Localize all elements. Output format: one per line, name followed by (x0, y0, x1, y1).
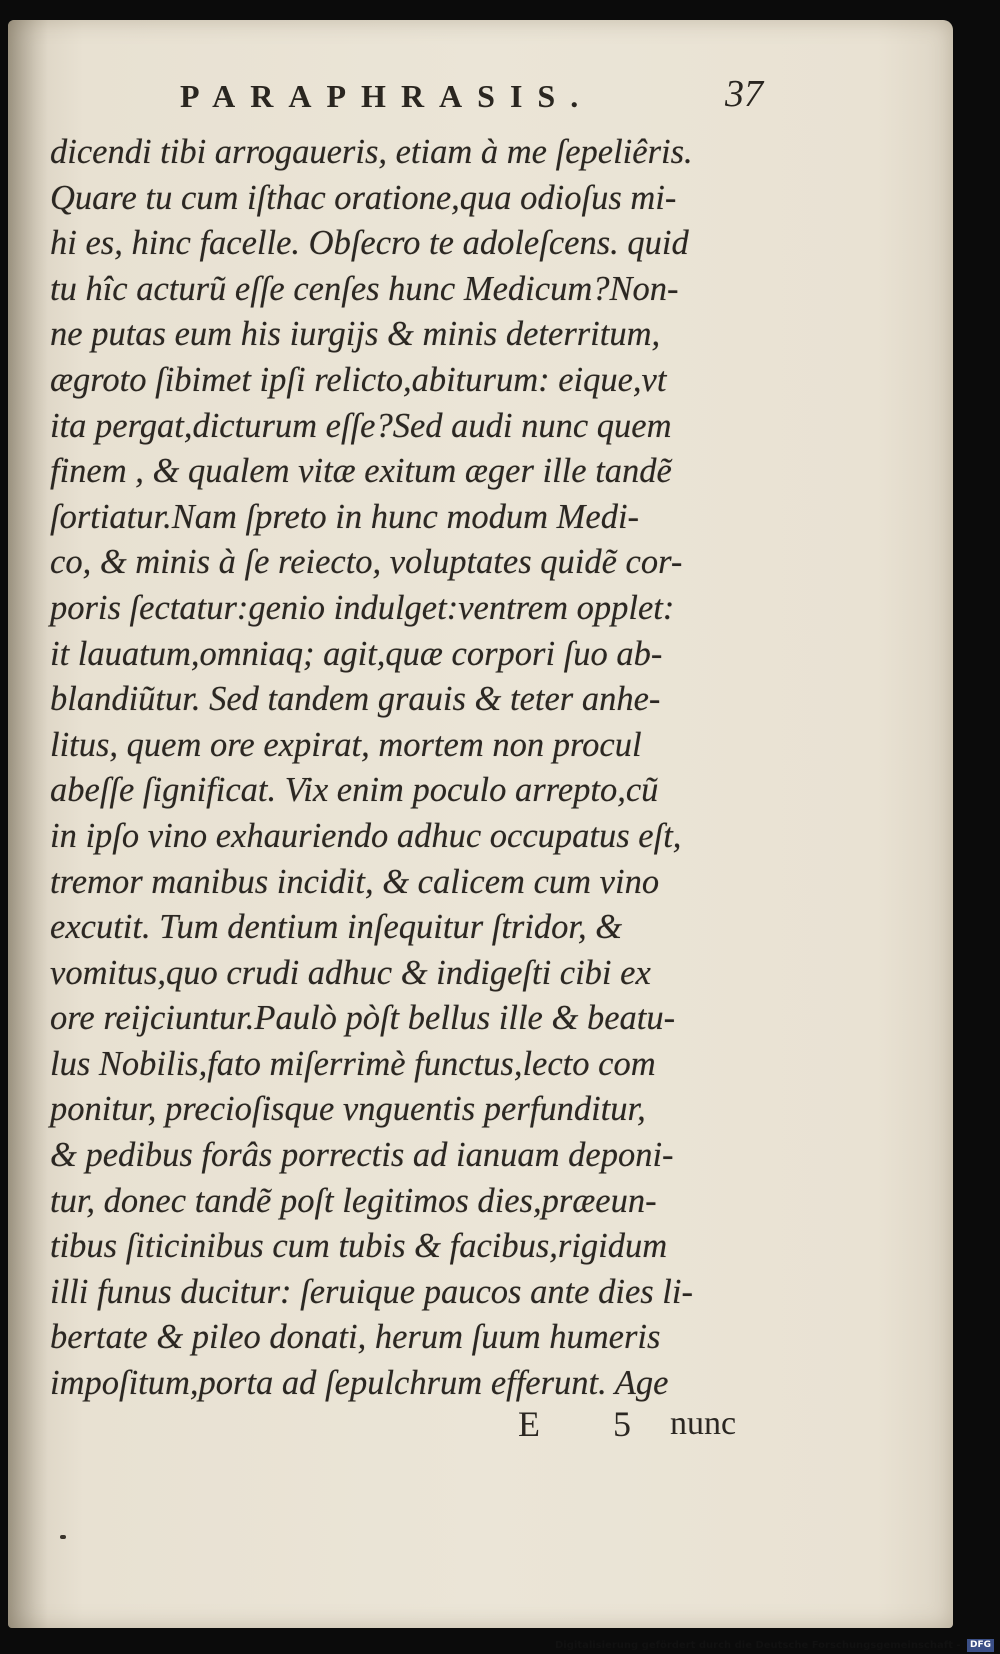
page-gutter-shadow (8, 20, 48, 1628)
ink-speck (60, 1535, 66, 1539)
text-line: vomitus,quo crudi adhuc & indigeſti cibi ex (50, 953, 651, 992)
dfg-logo[interactable]: DFG (967, 1639, 994, 1652)
text-line: it lauatum,omniaq; agit,quæ corpori ſuo ab- (50, 634, 663, 673)
page-footer (50, 1403, 780, 1453)
body-text (50, 130, 780, 1407)
page-number: 37 (725, 73, 763, 115)
text-line: dicendi tibi arrogaueris, etiam à me ſepeliêris. (50, 133, 693, 171)
text-line: ægroto ſibimet ipſi relicto,abiturum: eique,vt (50, 360, 667, 399)
text-line: tremor manibus incidit, & calicem cum vino (50, 862, 660, 901)
text-line: bertate & pileo donati, herum ſuum humeris (50, 1318, 661, 1357)
text-line: excutit. Tum dentium inſequitur ſtridor, & (50, 908, 623, 947)
page-header (180, 73, 780, 128)
text-line: poris ſectatur:genio indulget:ventrem opplet: (50, 588, 675, 627)
text-line: finem , & qualem vitæ exitum æger ille tandẽ (50, 452, 672, 491)
text-line: ita pergat,dicturum eſſe?Sed audi nunc quem (50, 406, 672, 445)
signature-mark: E 5 (518, 1404, 663, 1444)
text-line: tur, donec tandẽ poſt legitimos dies,præeun- (50, 1181, 657, 1220)
text-line: Quare tu cum iſthac oratione,qua odioſus mi- (50, 178, 677, 217)
text-line: blandiũtur. Sed tandem grauis & teter anhe- (50, 680, 661, 719)
text-line: abeſſe ſignificat. Vix enim poculo arrepto,cũ (50, 771, 659, 810)
text-line: ore reijciuntur.Paulò pòſt bellus ille & beatu- (50, 999, 676, 1038)
text-line: co, & minis à ſe reiecto, voluptates quidẽ cor- (50, 543, 683, 582)
digitization-credit (555, 1638, 994, 1654)
text-line: ponitur, precioſisque vnguentis perfunditur, (50, 1090, 646, 1129)
text-line: & pedibus forâs porrectis ad ianuam deponi- (50, 1136, 674, 1175)
text-line: ne putas eum his iurgijs & minis deterritum, (50, 315, 661, 354)
text-line: tibus ſiticinibus cum tubis & facibus,rigidum (50, 1227, 668, 1266)
text-line: in ipſo vino exhauriendo adhuc occupatus eſt, (50, 816, 682, 855)
text-line: tu hîc acturũ eſſe cenſes hunc Medicum?Non- (50, 269, 679, 308)
catchword: nunc (670, 1405, 737, 1442)
text-line: impoſitum,porta ad ſepulchrum efferunt. Age (50, 1364, 669, 1403)
text-line: litus, quem ore expirat, mortem non procul (50, 725, 642, 764)
credit-text: Digitalisierung gefördert durch die Deutsche Forschungsgemeinschaft - (554, 1640, 961, 1651)
text-line: illi funus ducitur: ſeruique paucos ante dies li- (50, 1272, 693, 1311)
running-head: PARAPHRASIS. (180, 78, 594, 114)
text-line: ſortiatur.Nam ſpreto in hunc modum Medi- (50, 497, 640, 536)
text-line: lus Nobilis,fato miſerrimè functus,lecto com (50, 1044, 656, 1083)
text-line: hi es, hinc facelle. Obſecro te adoleſcens. quid (50, 224, 689, 263)
